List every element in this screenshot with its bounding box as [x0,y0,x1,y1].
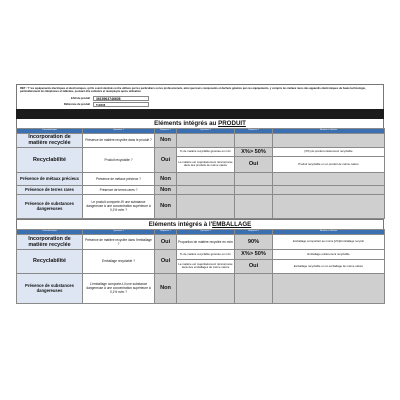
table-row [17,172,385,185]
table-row [17,133,385,147]
row-label: Présence de substances dangereuses [17,194,83,218]
produit-section-title [16,119,384,128]
question-2: % de matière recyclable générée en m/m [177,249,235,259]
question-1: Présence de matière recyclée dans l'emballage ? [83,234,155,249]
row-label: Recyclabilité [17,147,83,172]
mention: [X%] du produit entièrement recyclable [273,147,385,156]
answer-2: X%> 50% [235,249,273,259]
answer-1: Non [155,194,177,218]
header-mention: Mention à afficher [273,229,385,234]
reference-row [20,102,380,108]
reference-value: TH0008 [93,102,149,107]
table-row [17,273,385,303]
ean-label: EAN du produit [70,97,90,101]
header-caracteristique: Caractéristique [17,128,83,133]
answer-2: Oui [235,156,273,172]
answer-2 [235,194,273,218]
mention [273,194,385,218]
intro-block [16,84,384,109]
header-question-2: Question 2 [177,128,235,133]
ean-value: 3615963746608 [93,96,149,101]
question-2: % de matière recyclable générée en m/m [177,147,235,156]
answer-2 [235,172,273,185]
mention [273,185,385,194]
table-row [17,249,385,259]
row-label: Présence de terres rares [17,185,83,194]
table-row [17,147,385,156]
answer-2: Oui [235,259,273,273]
header-question-1: Question 1 [83,229,155,234]
question-2 [177,172,235,185]
header-reponse-1: Réponse 1 [155,128,177,133]
answer-2 [235,185,273,194]
mention: Emballage entièrement recyclable [273,249,385,259]
question-1: Produit recyclable ? [83,147,155,172]
question-1: Emballage recyclable ? [83,249,155,273]
answer-1: Non [155,172,177,185]
mention: Emballage comportant au moins [x%]d'emballage recyclé [273,234,385,249]
row-label: Recyclabilité [17,249,83,273]
question-1: Présence de matière recyclée dans le produit ? [83,133,155,147]
emballage-title-prefix: Eléments intégrés à l' [148,220,213,228]
question-2 [177,133,235,147]
mention [273,273,385,303]
answer-2: X%> 50% [235,147,273,156]
question-1: L'emballage comporte-t-il une substance dangereuse à une concentration supérieure à 0,1% m/m ? [83,273,155,303]
answer-1: Non [155,273,177,303]
row-label: Incorporation de matière recyclée [17,234,83,249]
emballage-section-title [16,219,384,229]
answer-1: Oui [155,249,177,273]
answer-1: Oui [155,147,177,172]
question-2 [177,185,235,194]
question-1: Présence de métaux précieux ? [83,172,155,185]
question-1: Présence de terres rares ? [83,185,155,194]
table-row [17,234,385,249]
header-reponse-2: Réponse 2 [235,128,273,133]
mention: Produit recyclable en un produit de même nature [273,156,385,172]
question-2: Proportion de matière recyclée en m/m [177,234,235,249]
header-reponse-2: Réponse 2 [235,229,273,234]
answer-1: Non [155,133,177,147]
answer-1: Non [155,185,177,194]
table-row [17,185,385,194]
produit-title-keyword: PRODUIT [218,119,246,127]
produit-title-prefix: Eléments intégrés au [154,119,219,127]
header-question-1: Question 1 [83,128,155,133]
answer-2 [235,273,273,303]
section-divider-bar [16,109,384,119]
reference-label: Référence du produit [63,103,90,107]
header-mention: Mention à afficher [273,128,385,133]
mention: Emballage recyclable en un emballage de même nature [273,259,385,273]
question-2: La matière est majoritairement réincorporée dans des emballages de même nature [177,259,235,273]
answer-1: Oui [155,234,177,249]
question-2 [177,194,235,218]
answer-2 [235,133,273,147]
header-question-2: Question 2 [177,229,235,234]
row-label: Incorporation de matière recyclée [17,133,83,147]
question-2: La matière est majoritairement réincorporée dans des produits de même nature [177,156,235,172]
question-2 [177,273,235,303]
question-1: Le produit comporte-t'il une substance dangereuse à une concentration supérieure à 0,1% m/m ? [83,194,155,218]
mention [273,133,385,147]
header-caracteristique: Caractéristique [17,229,83,234]
emballage-title-keyword: EMBALLAGE [212,220,252,228]
intro-text: REP : Y' les équipements électriques et électroniques, qu'ils soient destinés à être utilisés par les particuliers ou les professionnels, ainsi que leurs composants et déchets générés par ces équipements, y compris les métaux rares des appareils électroniques de haute technologie, particulièrement les téléphones et tablettes, pouvant être collectés et réemployés après utilisation [20,87,366,94]
emballage-table [16,229,385,304]
mention [273,172,385,185]
header-reponse-1: Réponse 1 [155,229,177,234]
row-label: Présence de métaux précieux [17,172,83,185]
table-row [17,194,385,218]
answer-2: 90% [235,234,273,249]
row-label: Présence de substances dangereuses [17,273,83,303]
product-information-sheet [16,84,384,304]
produit-table [16,128,385,219]
